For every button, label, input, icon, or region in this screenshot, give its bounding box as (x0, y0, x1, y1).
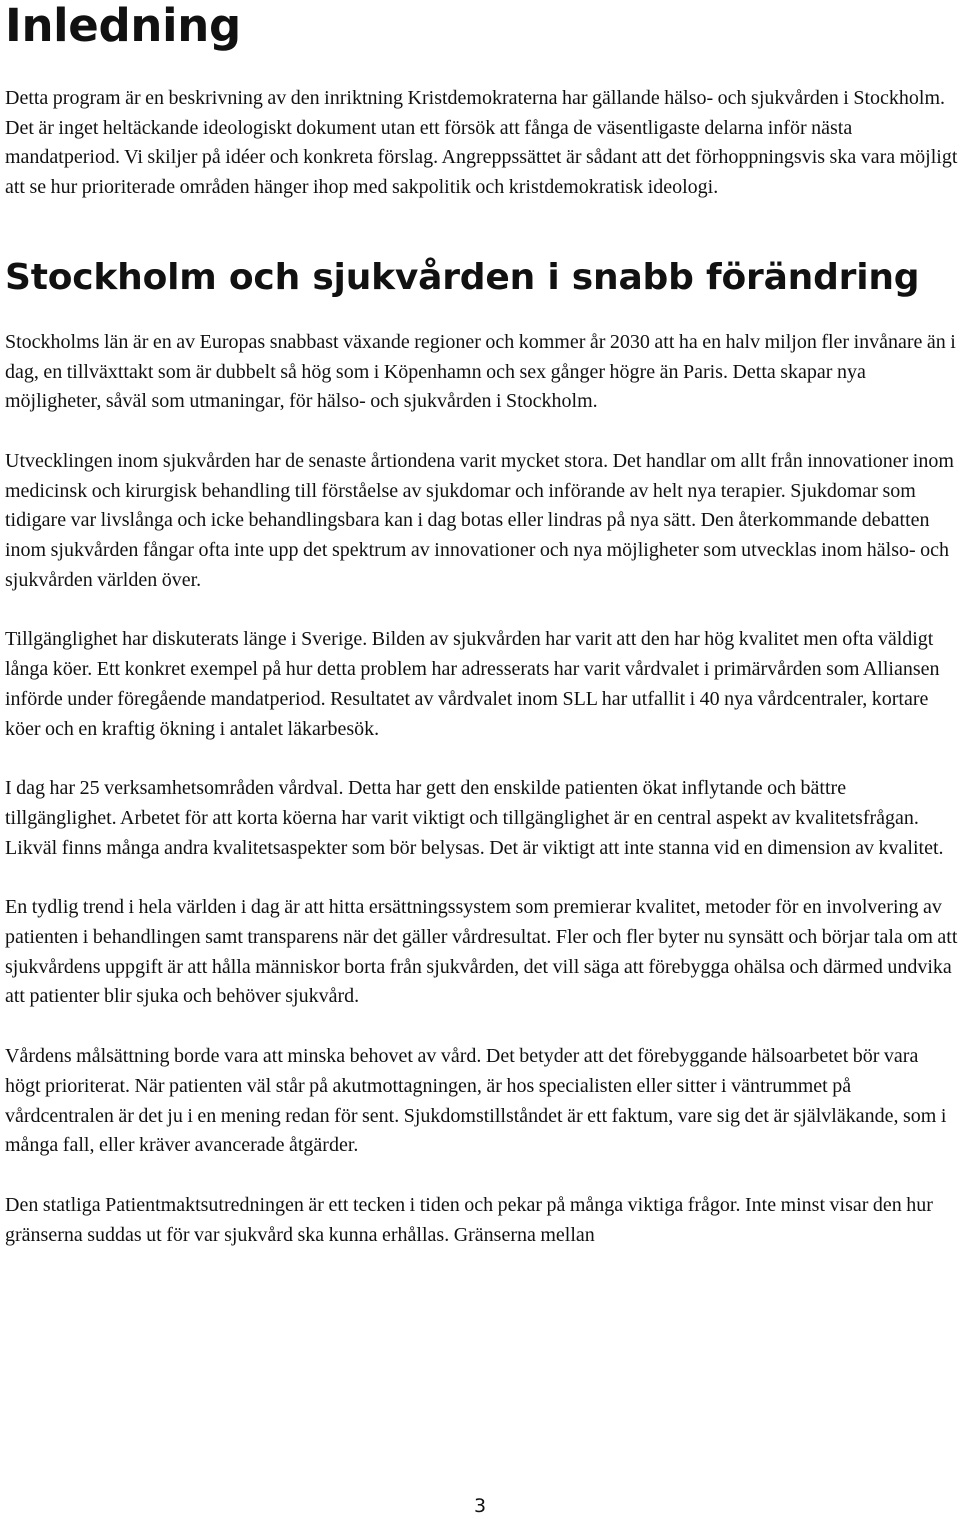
chapter-heading: Inledning (5, 0, 241, 52)
body-paragraph: Stockholms län är en av Europas snabbast växande regioner och kommer år 2030 att ha en halv miljon fler invånare än i dag, en tillväxttakt som är dubbelt så hög som i Köpenhamn och sex gånger högre än Paris. Detta skapar nya möjligheter, såväl som utmaningar, för hälso- och sjukvården i Stockholm. (5, 330, 956, 413)
body-paragraph: Utvecklingen inom sjukvården har de senaste årtiondena varit mycket stora. Det handlar om allt från innovationer inom medicinsk och kirurgisk behandling till förståelse av sjukdomar och införande av helt nya terapier. Sjukdomar som tidigare var livslånga och icke behandlingsbara kan i dag botas eller lindras på nya sätt. Den återkommande debatten inom sjukvården fångar ofta inte upp det spektrum av innovationer och nya möjligheter som utvecklas inom hälso- och sjukvården världen över. (5, 449, 954, 591)
intro-paragraph: Detta program är en beskrivning av den inriktning Kristdemokraterna har gällande hälso- och sjukvården i Stockholm. Det är inget heltäckande ideologiskt dokument utan ett försök att fånga de väsentligaste delarna inför nästa mandatperiod. Vi skiljer på idéer och konkreta förslag. Angreppssättet är sådant att det förhoppningsvis ska vara möjligt att se hur prioriterade områden hänger ihop med sakpolitik och kristdemokratisk ideologi. (5, 87, 958, 199)
body-paragraph: En tydlig trend i hela världen i dag är att hitta ersättningssystem som premierar kvalitet, metoder för en involvering av patienten i behandlingen samt transparens när det gäller vårdresultat. Fler och fler byter nu synsätt och börjar tala om att sjukvårdens uppgift är att hålla människor borta från sjukvården, det vill säga att förebygga ohälsa och därmed undvika att patienter blir sjuka och behöver sjukvård. (5, 896, 958, 1008)
body-paragraph: I dag har 25 verksamhetsområden vårdval. Detta har gett den enskilde patienten ökat inflytande och bättre tillgänglighet. Arbetet för att korta köerna har varit viktigt och tillgänglighet är en central aspekt av kvalitetsfrågan. Likväl finns många andra kvalitetsaspekter som bör belysas. Det är viktigt att inte stanna vid en dimension av kvalitet. (5, 777, 944, 859)
page-number: 3 (473, 1495, 487, 1517)
section-heading: Stockholm och sjukvården i snabb förändring (5, 256, 920, 298)
body-paragraph: Tillgänglighet har diskuterats länge i Sverige. Bilden av sjukvården har varit att den har hög kvalitet men ofta väldigt långa köer. Ett konkret exempel på hur detta problem har adresserats har varit vårdvalet i primärvården som Alliansen införde under föregående mandatperiod. Resultatet av vårdvalet inom SLL har utfallit i 40 nya vårdcentraler, kortare köer och en kraftig ökning i antalet läkarbesök. (5, 628, 940, 740)
document-page (5, 0, 958, 1250)
body-paragraph: Den statliga Patientmaktsutredningen är ett tecken i tiden och pekar på många viktiga frågor. Inte minst visar den hur gränserna suddas ut för var sjukvård ska kunna erhållas. Gränserna mellan (5, 1193, 933, 1246)
body-paragraph: Vårdens målsättning borde vara att minska behovet av vård. Det betyder att det förebyggande hälsoarbetet bör vara högt prioriterat. När patienten väl står på akutmottagningen, är hos specialisten eller sitter i väntrummet på vårdcentralen är det ju i en mening redan för sent. Sjukdomstillståndet är ett faktum, vare sig det är självläkande, som i många fall, eller kräver avancerade åtgärder. (5, 1045, 947, 1157)
